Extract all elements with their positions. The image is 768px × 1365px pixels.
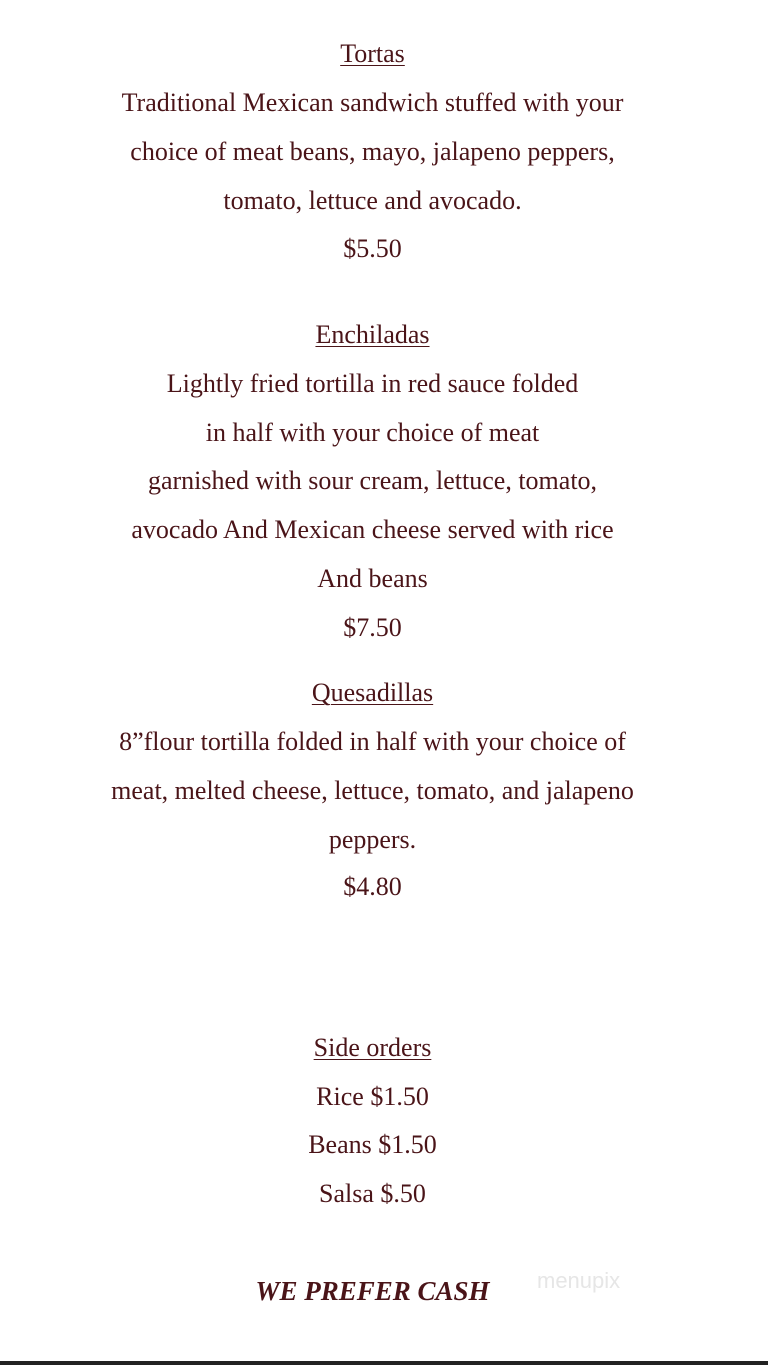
quesadillas-description-line-1: 8”flour tortilla folded in half with your choice of	[119, 727, 626, 756]
prefer-cash-note: WE PREFER CASH	[255, 1276, 490, 1306]
enchiladas-description-line-1: Lightly fried tortilla in red sauce folded	[166, 369, 579, 398]
side-orders-title: Side orders	[313, 1033, 432, 1062]
quesadillas-description-line-2: meat, melted cheese, lettuce, tomato, and jalapeno	[111, 776, 634, 805]
quesadillas-title: Quesadillas	[311, 678, 434, 707]
enchiladas-description-line-4: avocado And Mexican cheese served with rice	[131, 515, 614, 544]
menupix-watermark: menupix	[537, 1268, 621, 1293]
tortas-title: Tortas	[340, 39, 405, 68]
tortas-description-line-1: Traditional Mexican sandwich stuffed with your	[121, 88, 624, 117]
tortas-price: $5.50	[343, 234, 402, 263]
tortas-description-line-3: tomato, lettuce and avocado.	[223, 186, 522, 215]
tortas-description-line-2: choice of meat beans, mayo, jalapeno peppers,	[130, 137, 615, 166]
side-order-salsa: Salsa $.50	[319, 1179, 426, 1208]
enchiladas-description-line-2: in half with your choice of meat	[205, 418, 540, 447]
bottom-divider	[0, 1361, 768, 1365]
enchiladas-description-line-5: And beans	[317, 564, 428, 593]
quesadillas-price: $4.80	[343, 872, 402, 901]
enchiladas-description-line-3: garnished with sour cream, lettuce, tomato,	[147, 466, 598, 495]
quesadillas-description-line-3: peppers.	[328, 825, 417, 854]
side-order-beans: Beans $1.50	[308, 1130, 437, 1159]
side-order-rice: Rice $1.50	[316, 1082, 429, 1111]
enchiladas-price: $7.50	[343, 613, 402, 642]
enchiladas-title: Enchiladas	[315, 320, 430, 349]
